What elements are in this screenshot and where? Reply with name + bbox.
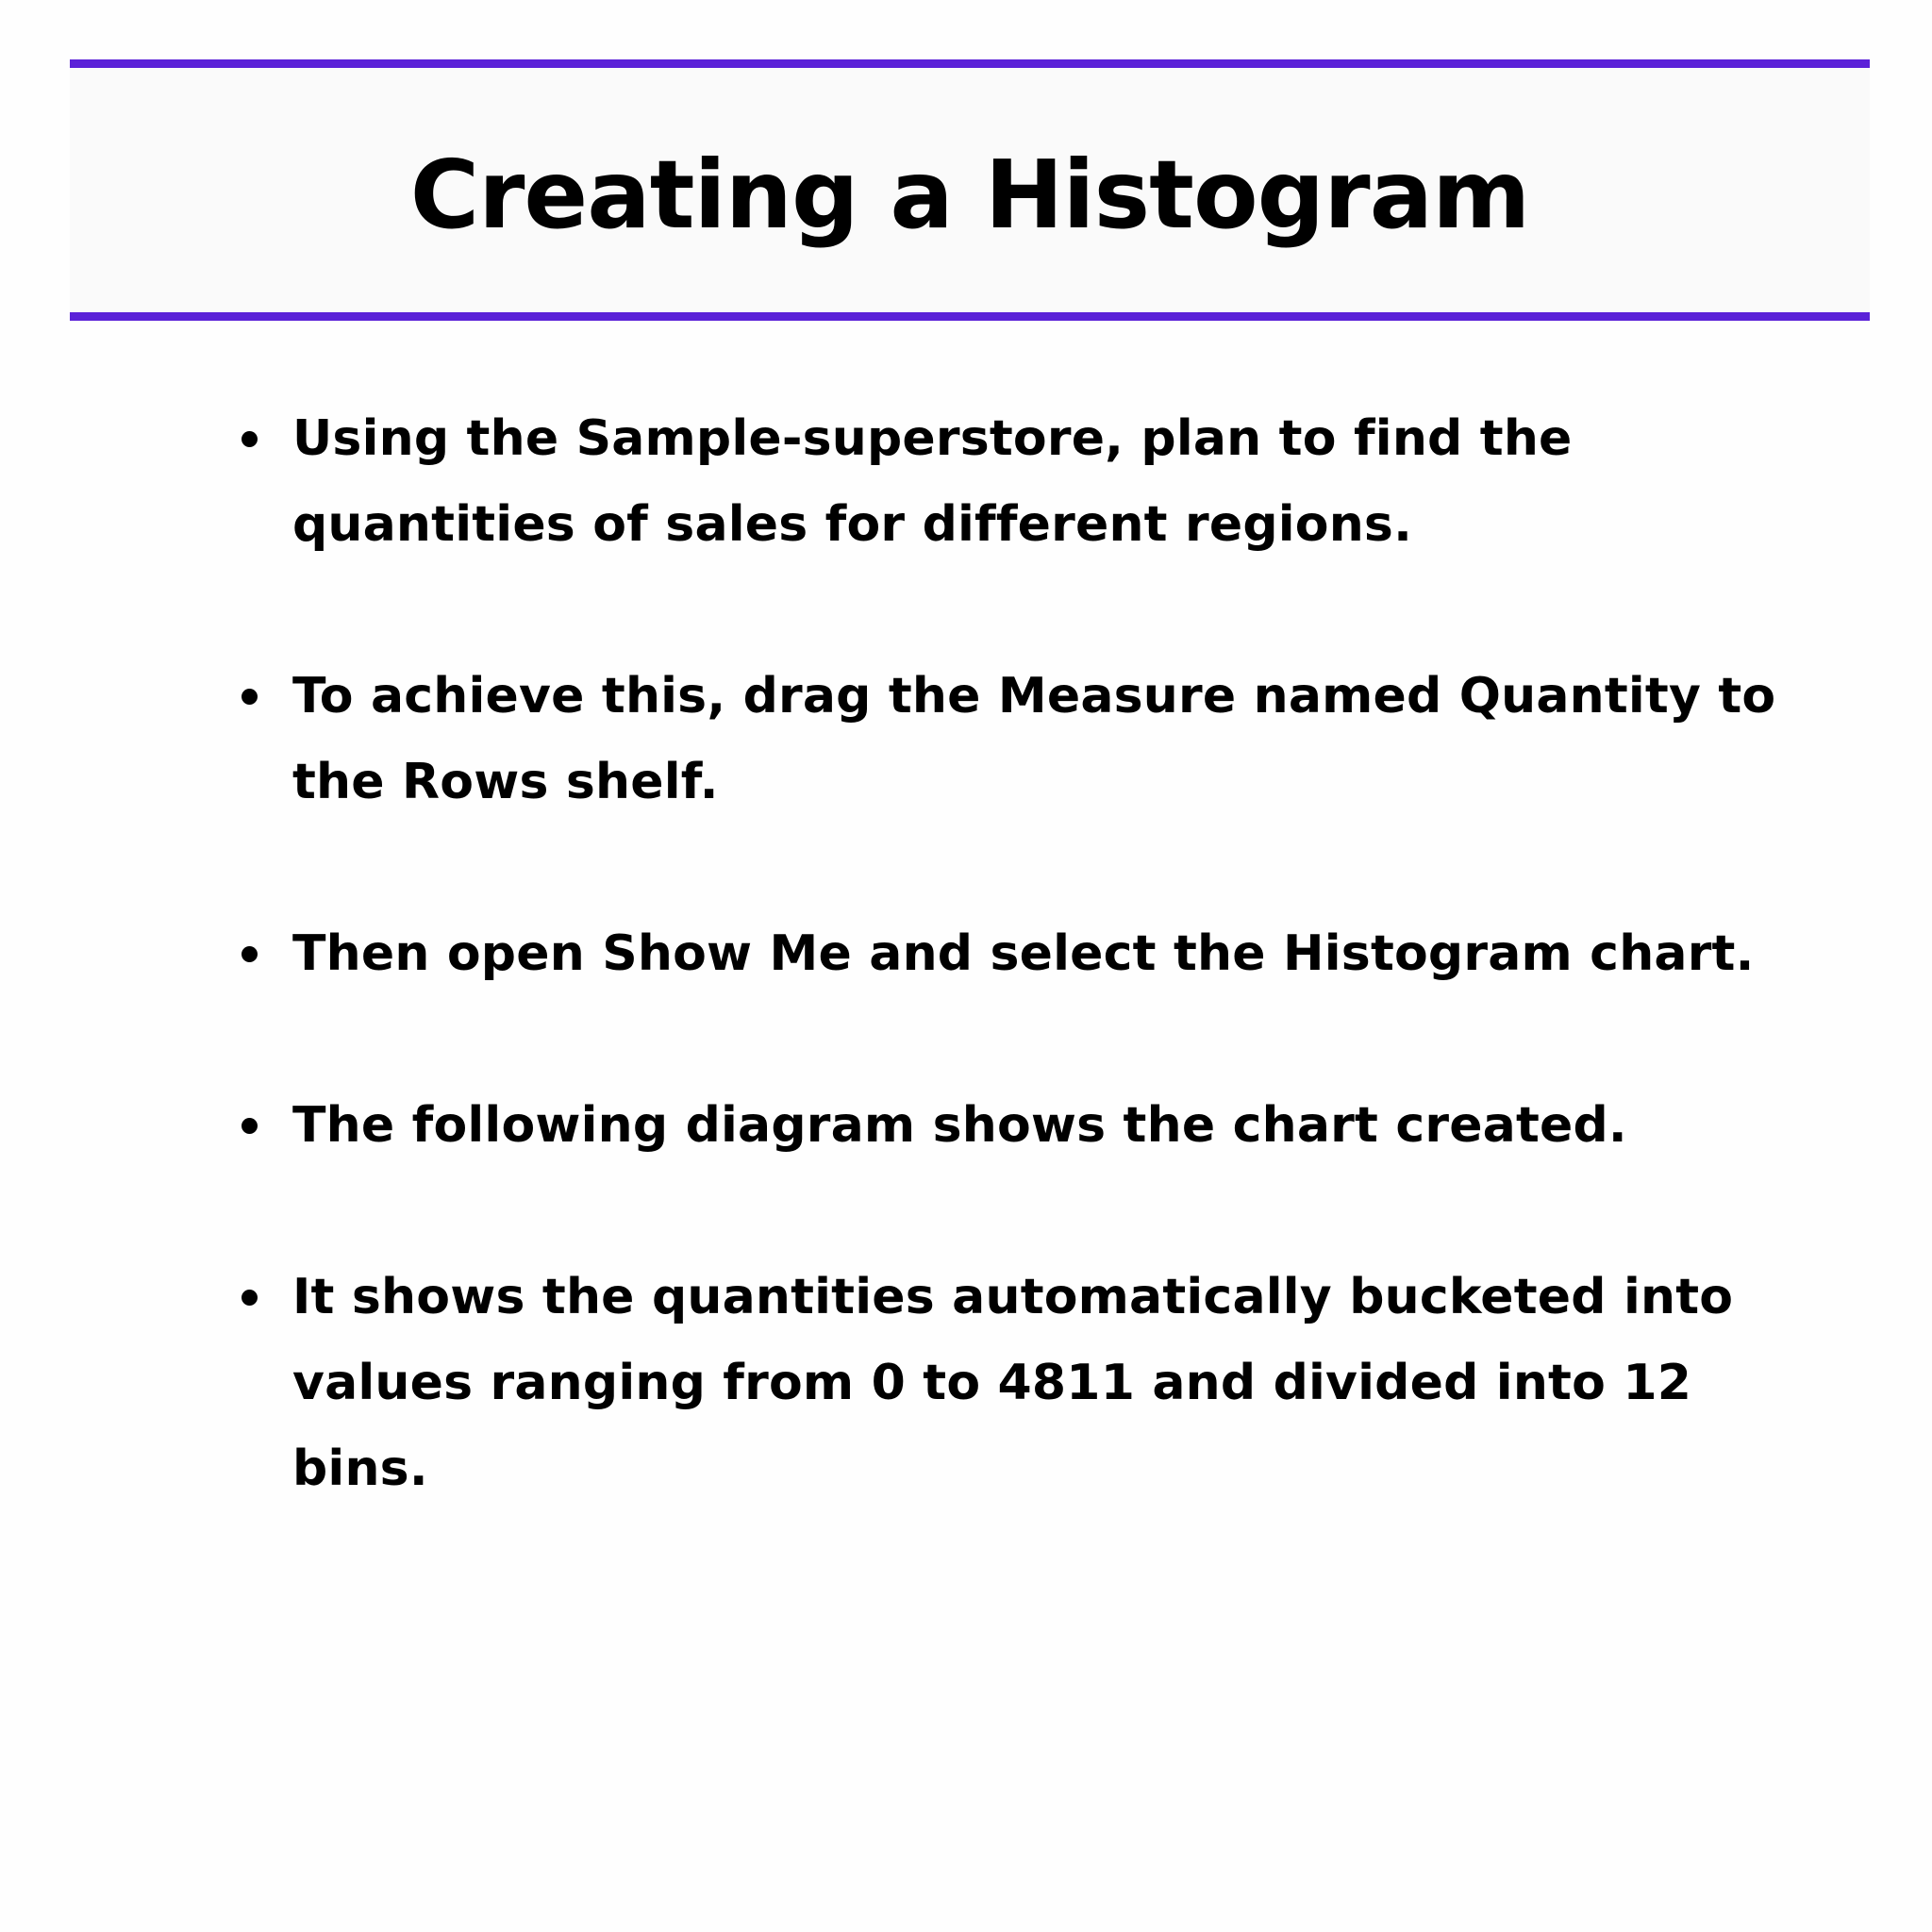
bullet-dot-icon: [242, 689, 258, 705]
bullet-item: [236, 1255, 1840, 1512]
bullet-dot-icon: [242, 946, 258, 962]
bullet-item: [236, 654, 1840, 825]
bullet-text: To achieve this, drag the Measure named Quantity to the Rows shelf.: [292, 668, 1776, 810]
top-accent-rule: [70, 59, 1870, 68]
bullet-dot-icon: [242, 1290, 258, 1306]
bullet-dot-icon: [242, 431, 258, 447]
bottom-accent-rule: [70, 312, 1870, 321]
bullet-item: [236, 1083, 1840, 1169]
bullet-text: It shows the quantities automatically bucketed into values ranging from 0 to 4811 and divided into 12 bins.: [292, 1269, 1734, 1497]
bullet-text: The following diagram shows the chart created.: [292, 1097, 1627, 1154]
bullet-item: [236, 911, 1840, 997]
page-title: Creating a Histogram: [409, 140, 1530, 250]
bullet-dot-icon: [242, 1118, 258, 1134]
bullet-text: Then open Show Me and select the Histogram chart.: [292, 925, 1755, 982]
bullet-item: [236, 396, 1840, 568]
bullet-list: [236, 396, 1840, 1598]
bullet-text: Using the Sample-superstore, plan to find the quantities of sales for different regions.: [292, 410, 1573, 553]
